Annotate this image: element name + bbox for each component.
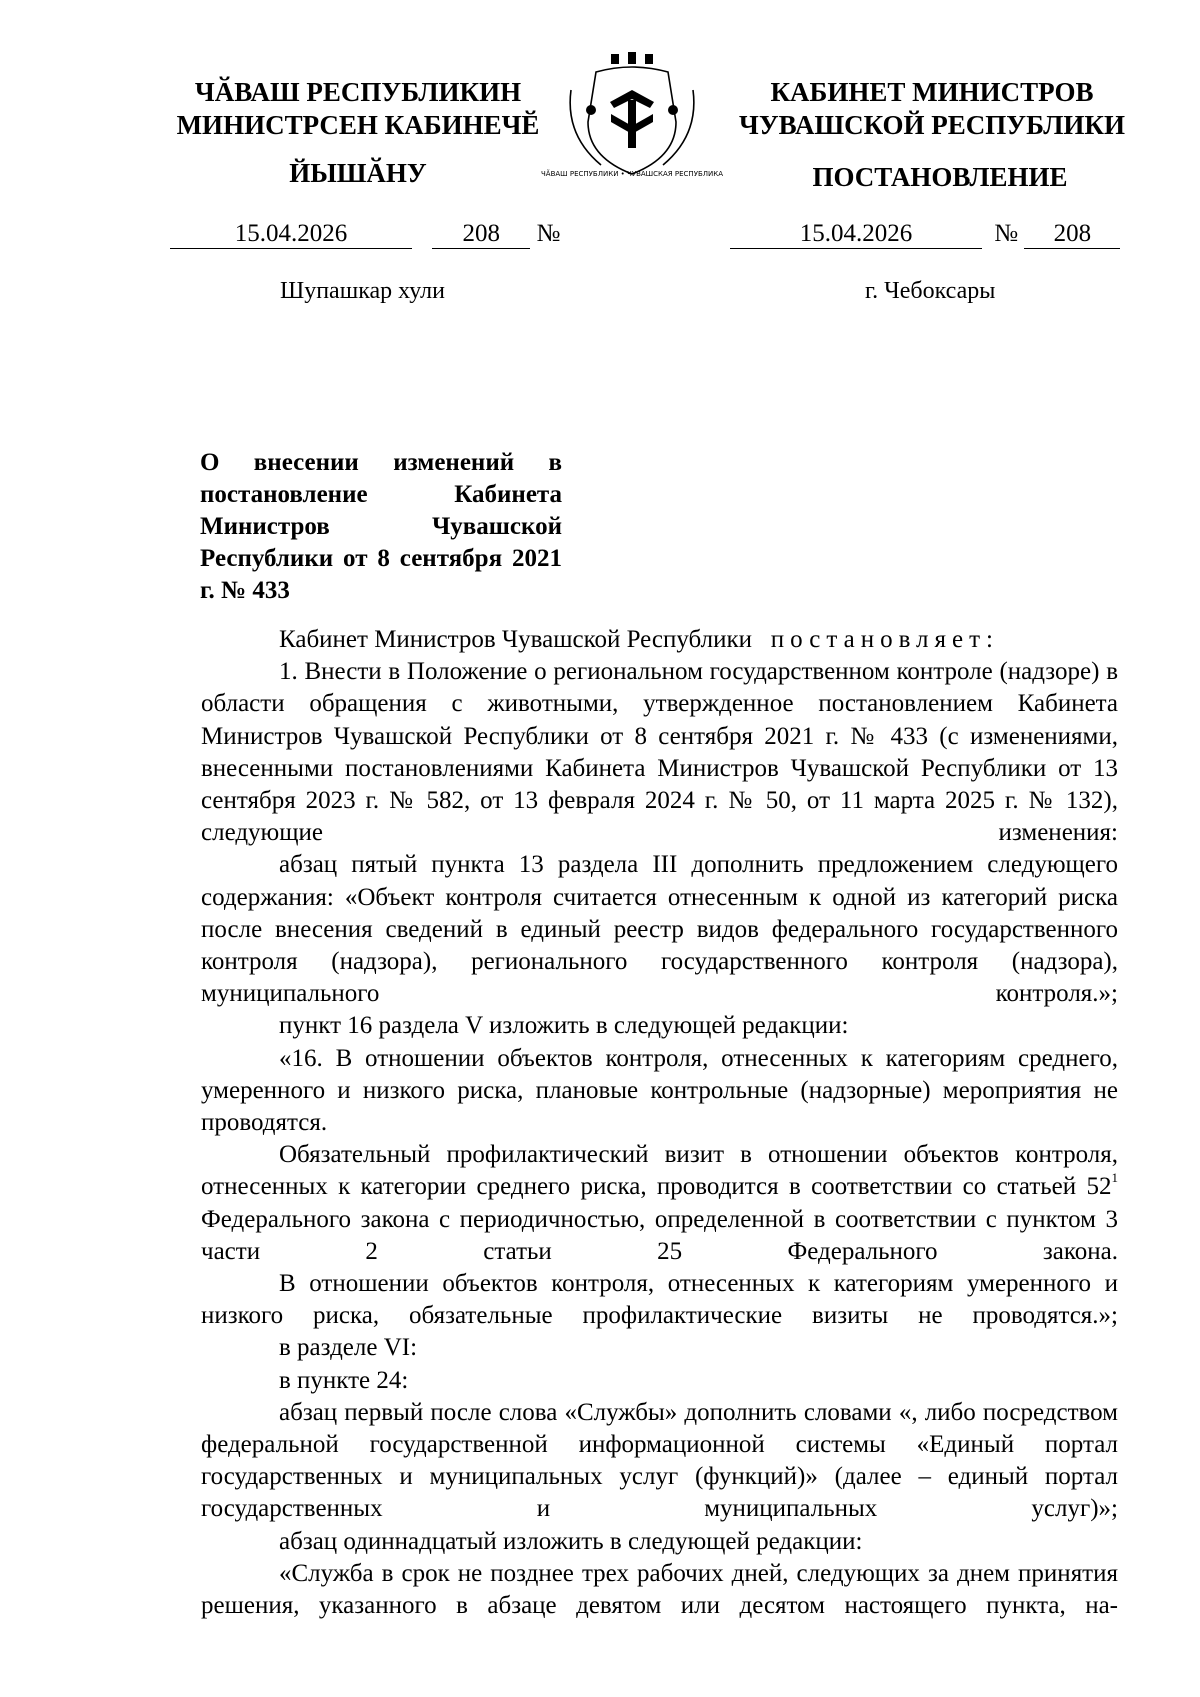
chuvash-republic-emblem-icon: [540, 50, 724, 182]
paragraph-11: «Служба в срок не позднее трех рабочих дней, следующих за днем принятия решения, указанного в абзаце девятом или десятом настоящего пункта, на-: [201, 1559, 1118, 1620]
paragraph-5: [201, 1139, 1118, 1268]
date-number-right: [730, 220, 1120, 249]
document-body: [201, 624, 1118, 1622]
number-sign-left: №: [536, 220, 561, 247]
doc-type-right: ПОСТАНОВЛЕНИЕ: [812, 162, 1068, 192]
paragraph-6: В отношении объектов контроля, отнесенных к категориям умеренного и низкого риска, обязательные профилактические визиты не проводятся.»;: [201, 1270, 1118, 1330]
city-right: г. Чебоксары: [865, 278, 996, 304]
header-right: [732, 76, 1132, 142]
header-right-line2: ЧУВАШСКОЙ РЕСПУБЛИКИ: [739, 110, 1125, 140]
preamble-verb: постановляет:: [770, 626, 1000, 653]
preamble-subject: Кабинет Министров Чувашской Республики: [279, 626, 753, 653]
paragraph-8: в пункте 24:: [279, 1366, 409, 1394]
paragraph-5-part-a: Обязательный профилактический визит в отношении объектов контроля, отнесенных к категории среднего риска, проводится в соответствии со статьей 52: [201, 1141, 1118, 1201]
city-left: Шупашкар хули: [280, 278, 445, 304]
number-left: 208: [432, 220, 530, 249]
paragraph-7: в разделе VI:: [279, 1334, 418, 1362]
number-right: 208: [1024, 220, 1120, 249]
header-left-line2: МИНИСТРСЕН КАБИНЕЧӖ: [176, 110, 540, 140]
header-left-line1: ЧӐВАШ РЕСПУБЛИКИН: [194, 77, 522, 107]
paragraph-9: абзац первый после слова «Службы» дополнить словами «, либо посредством федеральной государственной информационной системы «Единый портал государственных и муниципальных услуг (функций)» (далее – единый портал государственных и муниципальных услуг)»;: [201, 1398, 1118, 1523]
document-title: О внесении изменений в постановление Кабинета Министров Чувашской Республики от 8 сентября 2021 г. № 433: [200, 449, 562, 604]
paragraph-5-superscript: 1: [1111, 1170, 1118, 1186]
paragraph-3: пункт 16 раздела V изложить в следующей редакции:: [279, 1012, 849, 1040]
number-sign-right: №: [994, 220, 1019, 247]
paragraph-preamble: [201, 624, 1118, 656]
paragraph-4: «16. В отношении объектов контроля, отнесенных к категориям среднего, умеренного и низкого риска, плановые контрольные (надзорные) мероприятия не проводятся.: [201, 1044, 1118, 1137]
paragraph-5-part-b: Федерального закона с периодичностью, определенной в соответствии с пунктом 3 части 2 статьи 25 Федерального закона.: [201, 1205, 1118, 1265]
header-left: [168, 76, 548, 142]
date-left: 15.04.2026: [170, 220, 412, 249]
emblem-motto: ЧӐВАШ РЕСПУБЛИКИ • ЧУВАШСКАЯ РЕСПУБЛИКА: [540, 170, 724, 178]
paragraph-1: 1. Внести в Положение о региональном государственном контроле (надзоре) в области обращения с животными, утвержденное постановлением Кабинета Министров Чувашской Республики от 8 сентября 2021 г. № 433 (с изменениями, внесенными постановлениями Кабинета Министров Чувашской Республики от 13 сентября 2023 г. № 582, от 13 февраля 2024 г. № 50, от 11 марта 2025 г. № 132), следующие изменения:: [201, 658, 1118, 847]
date-number-left: [170, 220, 560, 249]
date-right: 15.04.2026: [730, 220, 982, 249]
doc-type-left: ЙЫШӐНУ: [289, 158, 427, 188]
paragraph-10: абзац одиннадцатый изложить в следующей редакции:: [279, 1527, 863, 1555]
paragraph-2: абзац пятый пункта 13 раздела III дополнить предложением следующего содержания: «Объект контроля считается отнесенным к одной из категорий риска после внесения сведений в единый реестр видов федерального государственного контроля (надзора), регионального государственного контроля (надзора), муниципального контроля.»;: [201, 851, 1118, 1008]
header-right-line1: КАБИНЕТ МИНИСТРОВ: [770, 77, 1094, 107]
